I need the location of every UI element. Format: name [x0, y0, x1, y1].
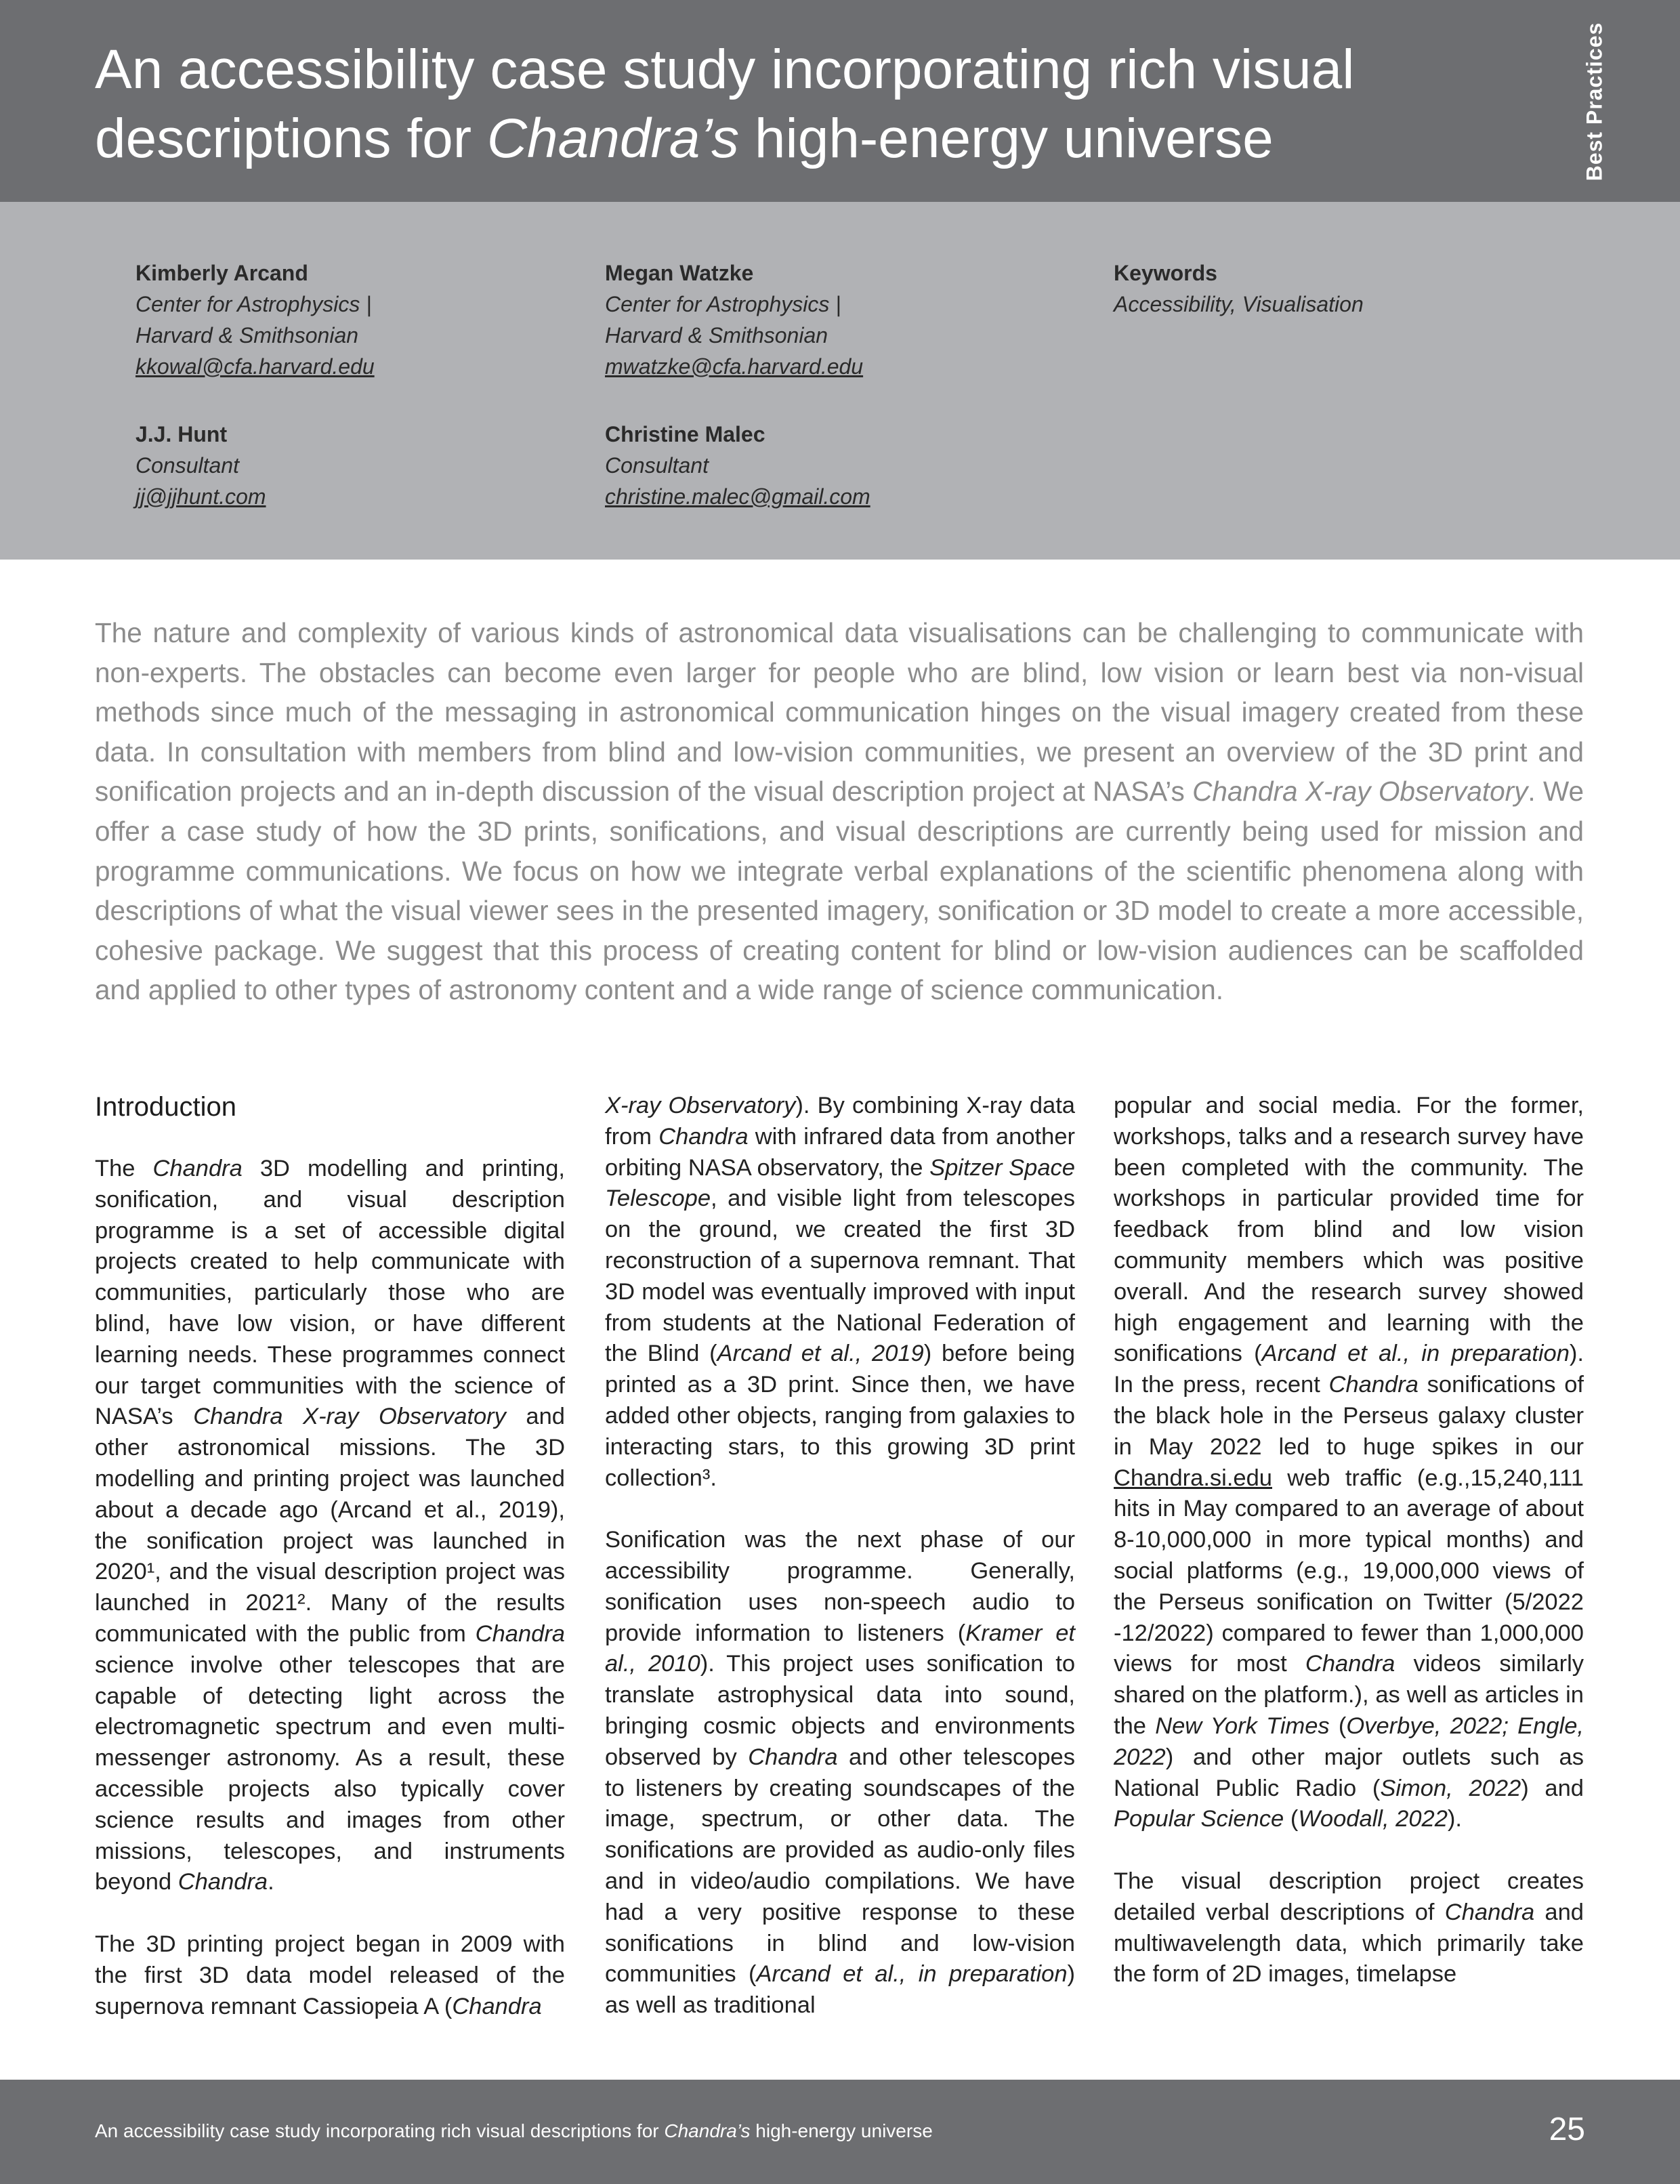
page-header [0, 0, 1680, 202]
body-paragraph: X-ray Observatory). By combining X-ray data from Chandra with infrared data from another orbiting NASA observatory, the Spitzer Space Telescope, and visible light from telescopes on the ground, we created the first 3D reconstruction of a supernova remnant. That 3D model was eventually improved with input from students at the National Federation of the Blind (Arcand et al., 2019) before being printed as a 3D print. Since then, we have added other objects, ranging from galaxies to interacting stars, to this growing 3D print collection³. [605, 1093, 1075, 1491]
author-block [135, 419, 266, 512]
body-paragraph: The Chandra 3D modelling and printing, sonification, and visual description programme is a set of accessible digital projects created to help communicate with communities, particularly those who are blind, have low vision, or have different learning needs. These programmes connect our target communities with the science of NASA’s Chandra X-ray Observatory and other astronomical missions. The 3D modelling and printing project was launched about a decade ago (Arcand et al., 2019), the sonification project was launched in 2020¹, and the visual description project was launched in 2021². Many of the results communicated with the public from Chandra science involve other telescopes that are capable of detecting light across the electromagnetic spectrum and even multi-messenger astronomy. As a result, these accessible projects also typically cover science results and images from other missions, telescopes, and instruments beyond Chandra. [95, 1156, 565, 1895]
page-footer [0, 2080, 1680, 2184]
body-paragraph: Sonification was the next phase of our accessibility programme. Generally, sonification uses non-speech audio to provide information to listeners (Kramer et al., 2010). This project uses sonification to translate astrophysical data into sound, bringing cosmic objects and environments observed by Chandra and other telescopes to listeners by creating soundscapes of the image, spectrum, or other data. The sonifications are provided as audio-only files and in video/audio compilations. We have had a very positive response to these sonifications in blind and low-vision communities (Arcand et al., in preparation) as well as traditional [605, 1527, 1076, 2019]
page-number: 25 [1549, 2112, 1585, 2147]
body-paragraph: The 3D printing project began in 2009 with the first 3D data model released of the supernova remnant Cassiopeia A (Chandra [95, 1931, 565, 2019]
author-name: J.J. Hunt [135, 422, 228, 446]
keywords-value: Accessibility, Visualisation [1114, 292, 1364, 316]
author-affiliation: Consultant [135, 453, 239, 478]
author-affiliation: Center for Astrophysics | [605, 292, 841, 316]
body-column-2 [605, 1091, 1075, 2053]
running-title: An accessibility case study incorporating rich visual descriptions for Chandra’s high-energy universe [95, 2120, 933, 2141]
section-tag: Best Practices [1582, 22, 1607, 182]
authors-band [0, 202, 1680, 560]
author-email-link[interactable]: mwatzke@cfa.harvard.edu [605, 354, 864, 379]
body-paragraph: popular and social media. For the former, workshops, talks and a research survey have been completed with the community. The workshops in particular provided time for feedback from blind and low vision community members which was positive overall. And the research survey showed high engagement and learning with the sonifications (Arcand et al., in preparation). In the press, recent Chandra sonifications of the black hole in the Perseus galaxy cluster in May 2022 led to huge spikes in our Chandra.si.edu web traffic (e.g.,15,240,111 hits in May compared to an average of about 8-10,000,000 in more typical months) and social platforms (e.g., 19,000,000 views of the Perseus sonification on Twitter (5/2022 -12/2022) compared to fewer than 1,000,000 views for most Chandra videos similarly shared on the platform.), as well as articles in the New York Times (Overbye, 2022; Engle, 2022) and other major outlets such as National Public Radio (Simon, 2022) and Popular Science (Woodall, 2022). [1114, 1093, 1584, 1832]
body-paragraph: The visual description project creates detailed verbal descriptions of Chandra and multiwavelength data, which primarily take the form of 2D images, timelapse [1114, 1868, 1584, 1988]
author-email-link[interactable]: christine.malec@gmail.com [605, 484, 870, 509]
author-block [605, 257, 863, 382]
author-affiliation: Center for Astrophysics | [135, 292, 372, 316]
author-email-link[interactable]: kkowal@cfa.harvard.edu [135, 354, 375, 379]
keywords-block [1114, 257, 1364, 320]
author-email-link[interactable]: jj@jjhunt.com [135, 484, 266, 509]
body-column-3 [1114, 1091, 1584, 2021]
article-title [95, 35, 1545, 173]
author-block [605, 419, 870, 512]
author-block [135, 257, 375, 382]
author-name: Christine Malec [605, 422, 765, 446]
keywords-label: Keywords [1114, 261, 1217, 285]
author-name: Kimberly Arcand [135, 261, 308, 285]
title-italic: Chandra’s [486, 108, 740, 169]
author-name: Megan Watzke [605, 261, 754, 285]
author-affiliation: Harvard & Smithsonian [605, 323, 828, 348]
author-affiliation: Consultant [605, 453, 709, 478]
chandra-site-link[interactable]: Chandra.si.edu [1114, 1465, 1272, 1491]
body-column-1 [95, 1091, 565, 2053]
author-affiliation: Harvard & Smithsonian [135, 323, 359, 348]
title-line-1: An accessibility case study incorporating rich visual [95, 39, 1355, 100]
abstract: The nature and complexity of various kinds of astronomical data visualisations can be challenging to communicate with non-experts. The obstacles can become even larger for people who are blind, low vision or learn best via non-visual methods since much of the messaging in astronomical communication hinges on the visual imagery created from these data. In consultation with members from blind and low-vision communities, we present an overview of the 3D print and sonification projects and an in-depth discussion of the visual description project at NASA’s Chandra X-ray Observatory. We offer a case study of how the 3D prints, sonifications, and visual descriptions are currently being used for mission and programme communications. We focus on how we integrate verbal explanations of the scientific phenomena along with descriptions of what the visual viewer sees in the presented imagery, sonification or 3D model to create a more accessible, cohesive package. We suggest that this process of creating content for blind or low-vision audiences can be scaffolded and applied to other types of astronomy content and a wide range of science communication. [95, 617, 1584, 1006]
title-line-2-end: high-energy universe [739, 108, 1274, 169]
title-line-2: descriptions for [95, 108, 487, 169]
section-heading: Introduction [95, 1092, 237, 1122]
